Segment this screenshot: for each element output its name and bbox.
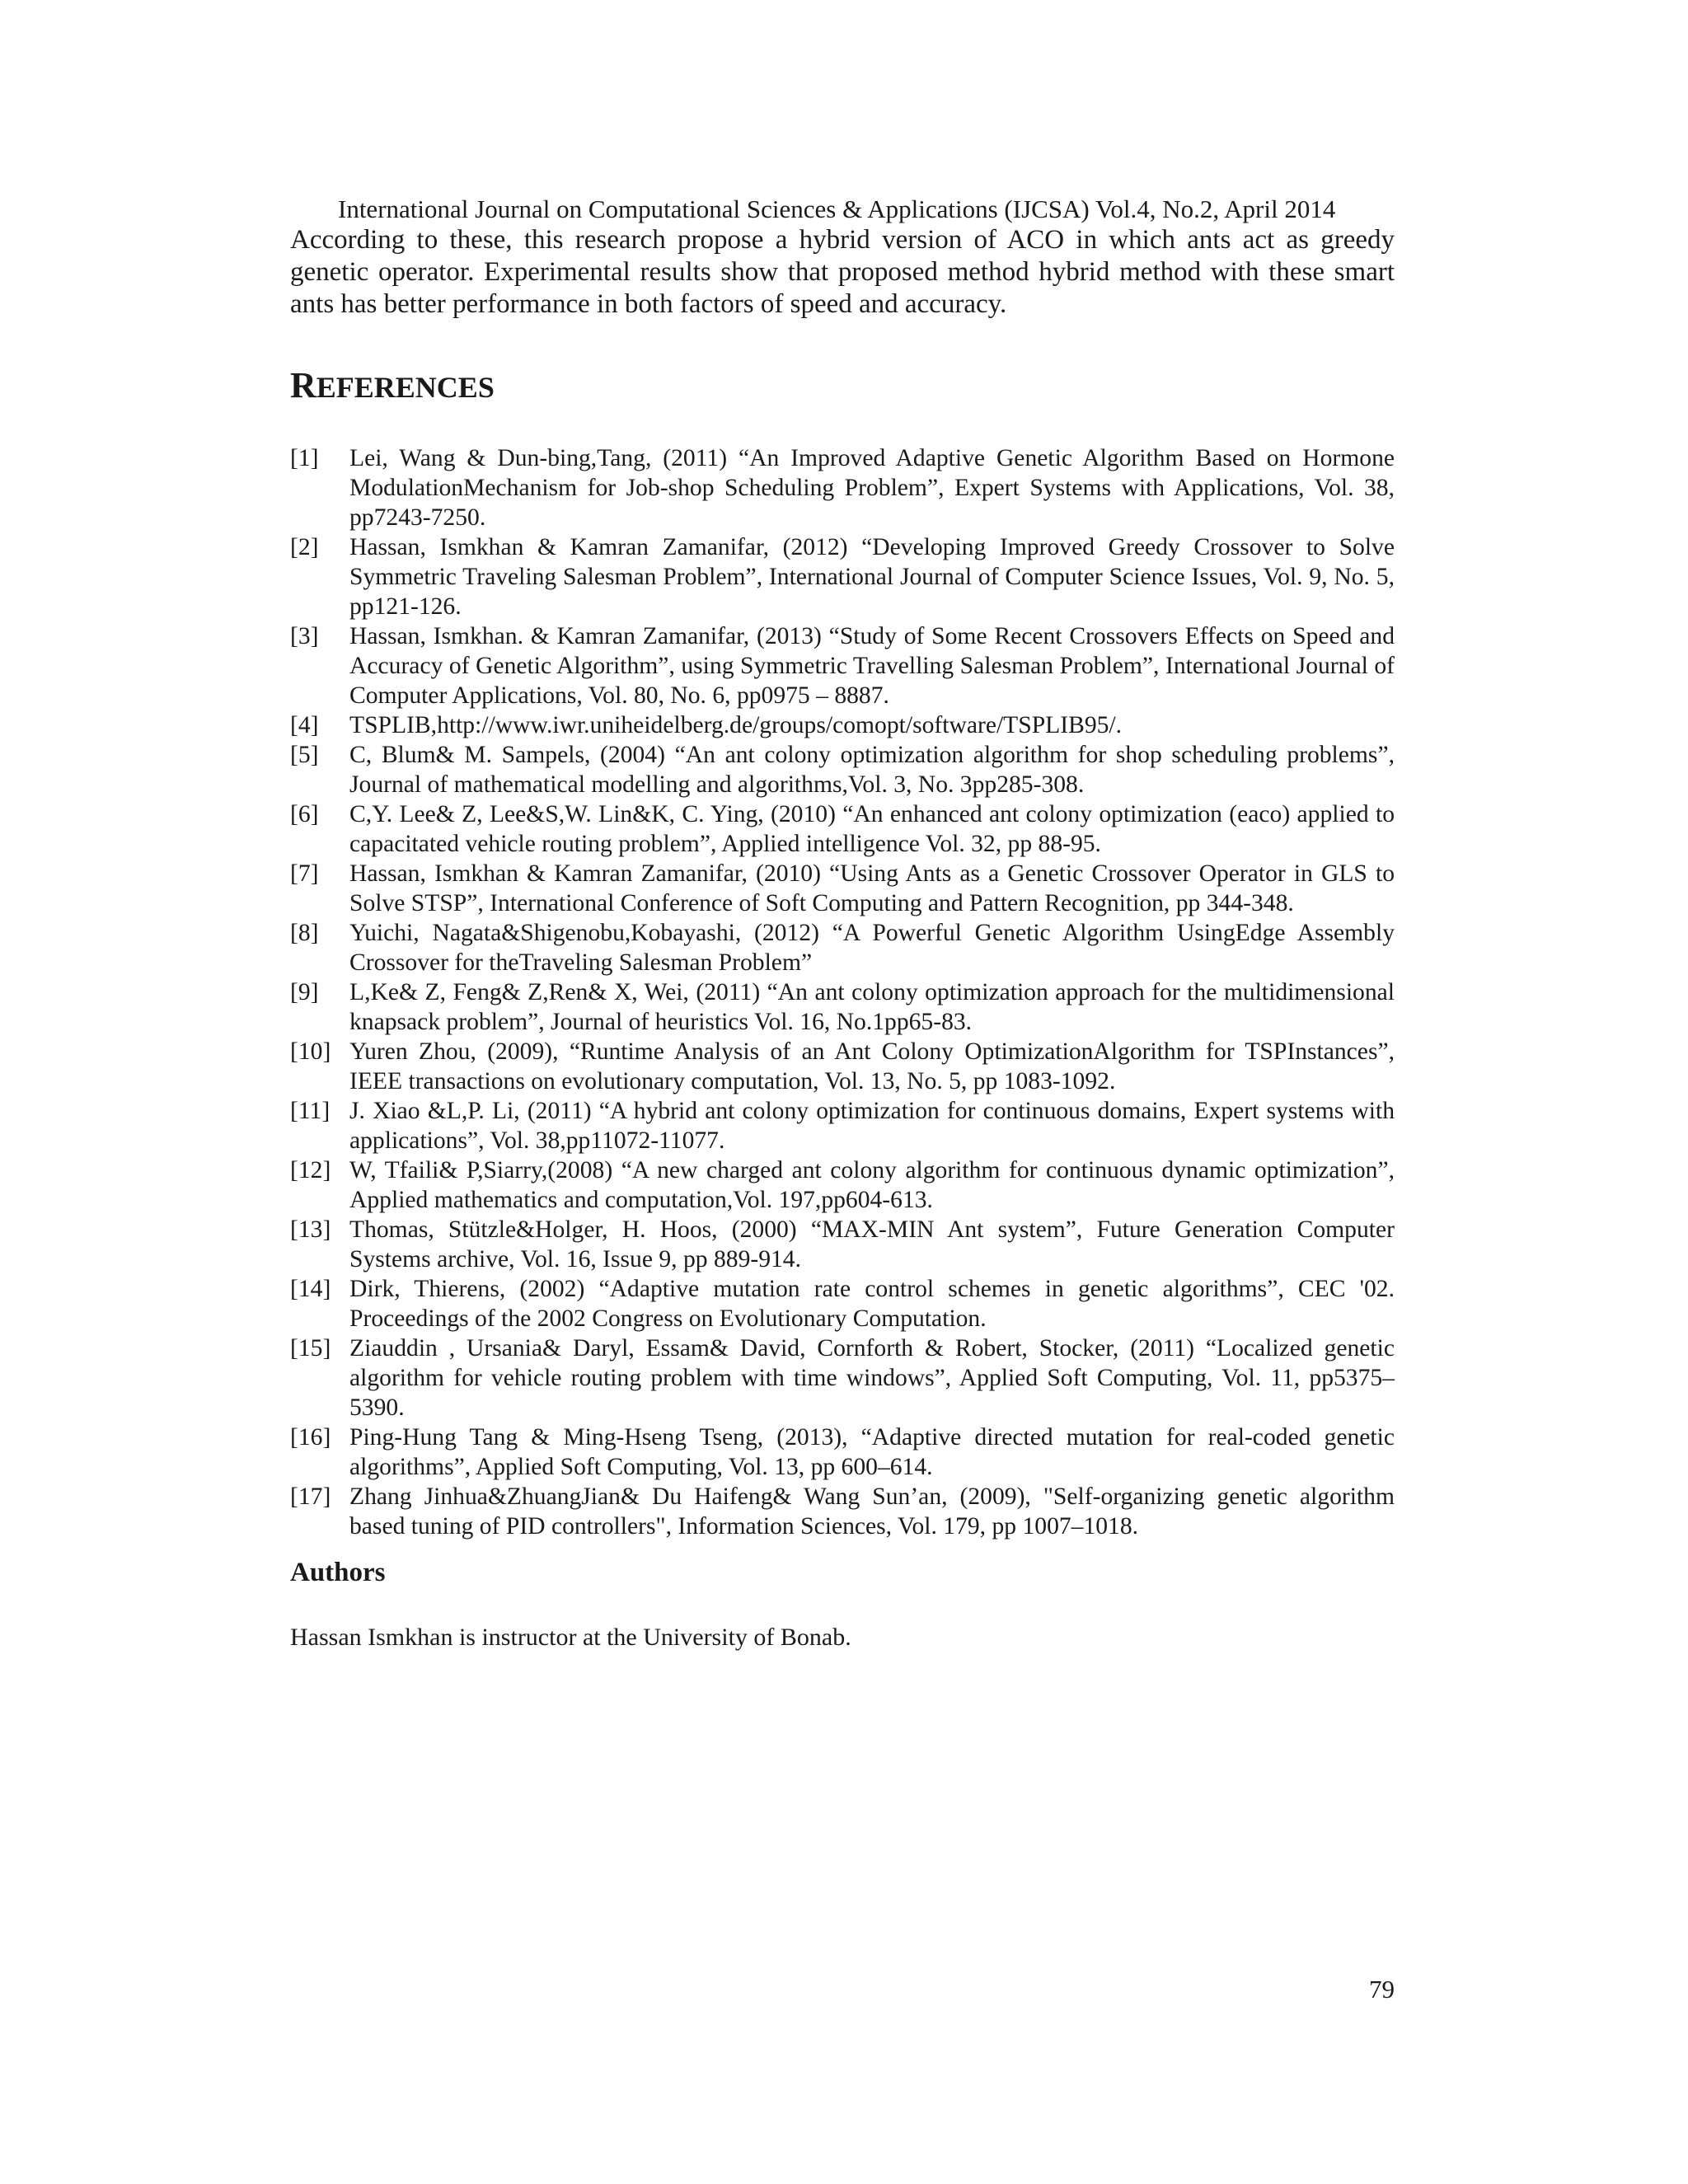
reference-text: TSPLIB,http://www.iwr.uniheidelberg.de/groups/comopt/software/TSPLIB95/. (349, 712, 1123, 738)
reference-number: [15] (290, 1335, 331, 1361)
reference-number: [16] (290, 1424, 331, 1451)
reference-item (290, 1096, 1395, 1155)
reference-text: Hassan, Ismkhan & Kamran Zamanifar, (2010) “Using Ants as a Genetic Crossover Operator in GLS to Solve STSP”, International Conference of Soft Computing and Pattern Recognition, pp 344-348. (349, 860, 1395, 916)
page-number: 79 (1369, 1975, 1395, 2004)
reference-number: [9] (290, 979, 319, 1005)
reference-text: Lei, Wang & Dun-bing,Tang, (2011) “An Improved Adaptive Genetic Algorithm Based on Hormone ModulationMechanism for Job-shop Scheduling Problem”, Expert Systems with Applications, Vol. 38, pp7243-7250. (349, 445, 1395, 531)
references-heading (290, 366, 495, 407)
running-header: International Journal on Computational Sciences & Applications (IJCSA) Vol.4, No.2, April 2014 (338, 194, 1336, 223)
reference-number: [2] (290, 534, 319, 560)
reference-number: [4] (290, 712, 319, 738)
reference-text: Yuichi, Nagata&Shigenobu,Kobayashi, (2012) “A Powerful Genetic Algorithm UsingEdge Assembly Crossover for theTraveling Salesman Problem” (349, 920, 1395, 976)
reference-text: Hassan, Ismkhan & Kamran Zamanifar, (2012) “Developing Improved Greedy Crossover to Solve Symmetric Traveling Salesman Problem”, International Journal of Computer Science Issues, Vol. 9, No. 5, pp121-126. (349, 534, 1395, 620)
reference-number: [6] (290, 801, 319, 827)
reference-number: [14] (290, 1276, 331, 1302)
reference-text: Yuren Zhou, (2009), “Runtime Analysis of an Ant Colony OptimizationAlgorithm for TSPInstances”, IEEE transactions on evolutionary computation, Vol. 13, No. 5, pp 1083-1092. (349, 1038, 1395, 1094)
reference-number: [11] (290, 1098, 331, 1124)
reference-text: W, Tfaili& P,Siarry,(2008) “A new charged ant colony algorithm for continuous dynamic optimization”, Applied mathematics and computation,Vol. 197,pp604-613. (349, 1157, 1395, 1213)
reference-text: Hassan, Ismkhan. & Kamran Zamanifar, (2013) “Study of Some Recent Crossovers Effects on Speed and Accuracy of Genetic Algorithm”, using Symmetric Travelling Salesman Problem”, International Journal of Computer Applications, Vol. 80, No. 6, pp0975 – 8887. (349, 623, 1395, 709)
reference-item (290, 1333, 1395, 1422)
reference-item (290, 443, 1395, 532)
reference-number: [8] (290, 920, 319, 946)
reference-item (290, 710, 1395, 740)
reference-text: Zhang Jinhua&ZhuangJian& Du Haifeng& Wang Sun’an, (2009), "Self-organizing genetic algorithm based tuning of PID controllers", Information Sciences, Vol. 179, pp 1007–1018. (349, 1483, 1395, 1540)
reference-item (290, 1482, 1395, 1541)
reference-item (290, 1215, 1395, 1274)
references-heading-rest: EFERENCES (316, 371, 495, 404)
reference-item (290, 1037, 1395, 1096)
reference-text: C,Y. Lee& Z, Lee&S,W. Lin&K, C. Ying, (2010) “An enhanced ant colony optimization (eaco) applied to capacitated vehicle routing problem”, Applied intelligence Vol. 32, pp 88-95. (349, 801, 1395, 857)
reference-item (290, 1422, 1395, 1482)
reference-number: [3] (290, 623, 319, 649)
reference-text: J. Xiao &L,P. Li, (2011) “A hybrid ant colony optimization for continuous domains, Expert systems with applications”, Vol. 38,pp11072-11077. (349, 1098, 1395, 1154)
reference-text: Thomas, Stützle&Holger, H. Hoos, (2000) “MAX-MIN Ant system”, Future Generation Computer Systems archive, Vol. 16, Issue 9, pp 889-914. (349, 1216, 1395, 1272)
reference-number: [1] (290, 445, 319, 471)
reference-text: Ziauddin , Ursania& Daryl, Essam& David, Cornforth & Robert, Stocker, (2011) “Localized genetic algorithm for vehicle routing problem with time windows”, Applied Soft Computing, Vol. 11, pp5375–5390. (349, 1335, 1395, 1421)
reference-item (290, 532, 1395, 621)
intro-paragraph: According to these, this research propose a hybrid version of ACO in which ants act as greedy genetic operator. Experimental results show that proposed method hybrid method with these smart ants has better performance in both factors of speed and accuracy. (290, 225, 1395, 319)
author-bio: Hassan Ismkhan is instructor at the University of Bonab. (290, 1624, 851, 1651)
references-heading-initial: R (290, 365, 316, 405)
reference-number: [12] (290, 1157, 331, 1183)
reference-list (290, 443, 1395, 1541)
authors-heading: Authors (290, 1558, 386, 1587)
reference-item (290, 1274, 1395, 1333)
reference-text: Ping-Hung Tang & Ming-Hseng Tseng, (2013), “Adaptive directed mutation for real-coded genetic algorithms”, Applied Soft Computing, Vol. 13, pp 600–614. (349, 1424, 1395, 1480)
reference-item (290, 799, 1395, 859)
reference-item (290, 977, 1395, 1037)
reference-item (290, 1155, 1395, 1215)
reference-number: [7] (290, 860, 319, 887)
reference-number: [10] (290, 1038, 331, 1065)
reference-text: L,Ke& Z, Feng& Z,Ren& X, Wei, (2011) “An ant colony optimization approach for the multidimensional knapsack problem”, Journal of heuristics Vol. 16, No.1pp65-83. (349, 979, 1395, 1035)
reference-number: [13] (290, 1216, 331, 1243)
reference-text: Dirk, Thierens, (2002) “Adaptive mutation rate control schemes in genetic algorithms”, CEC '02. Proceedings of the 2002 Congress on Evolutionary Computation. (349, 1276, 1395, 1332)
reference-item (290, 859, 1395, 918)
reference-item (290, 740, 1395, 799)
reference-item (290, 621, 1395, 710)
reference-item (290, 918, 1395, 977)
reference-text: C, Blum& M. Sampels, (2004) “An ant colony optimization algorithm for shop scheduling problems”, Journal of mathematical modelling and algorithms,Vol. 3, No. 3pp285-308. (349, 742, 1395, 798)
reference-number: [17] (290, 1483, 331, 1510)
reference-number: [5] (290, 742, 319, 768)
